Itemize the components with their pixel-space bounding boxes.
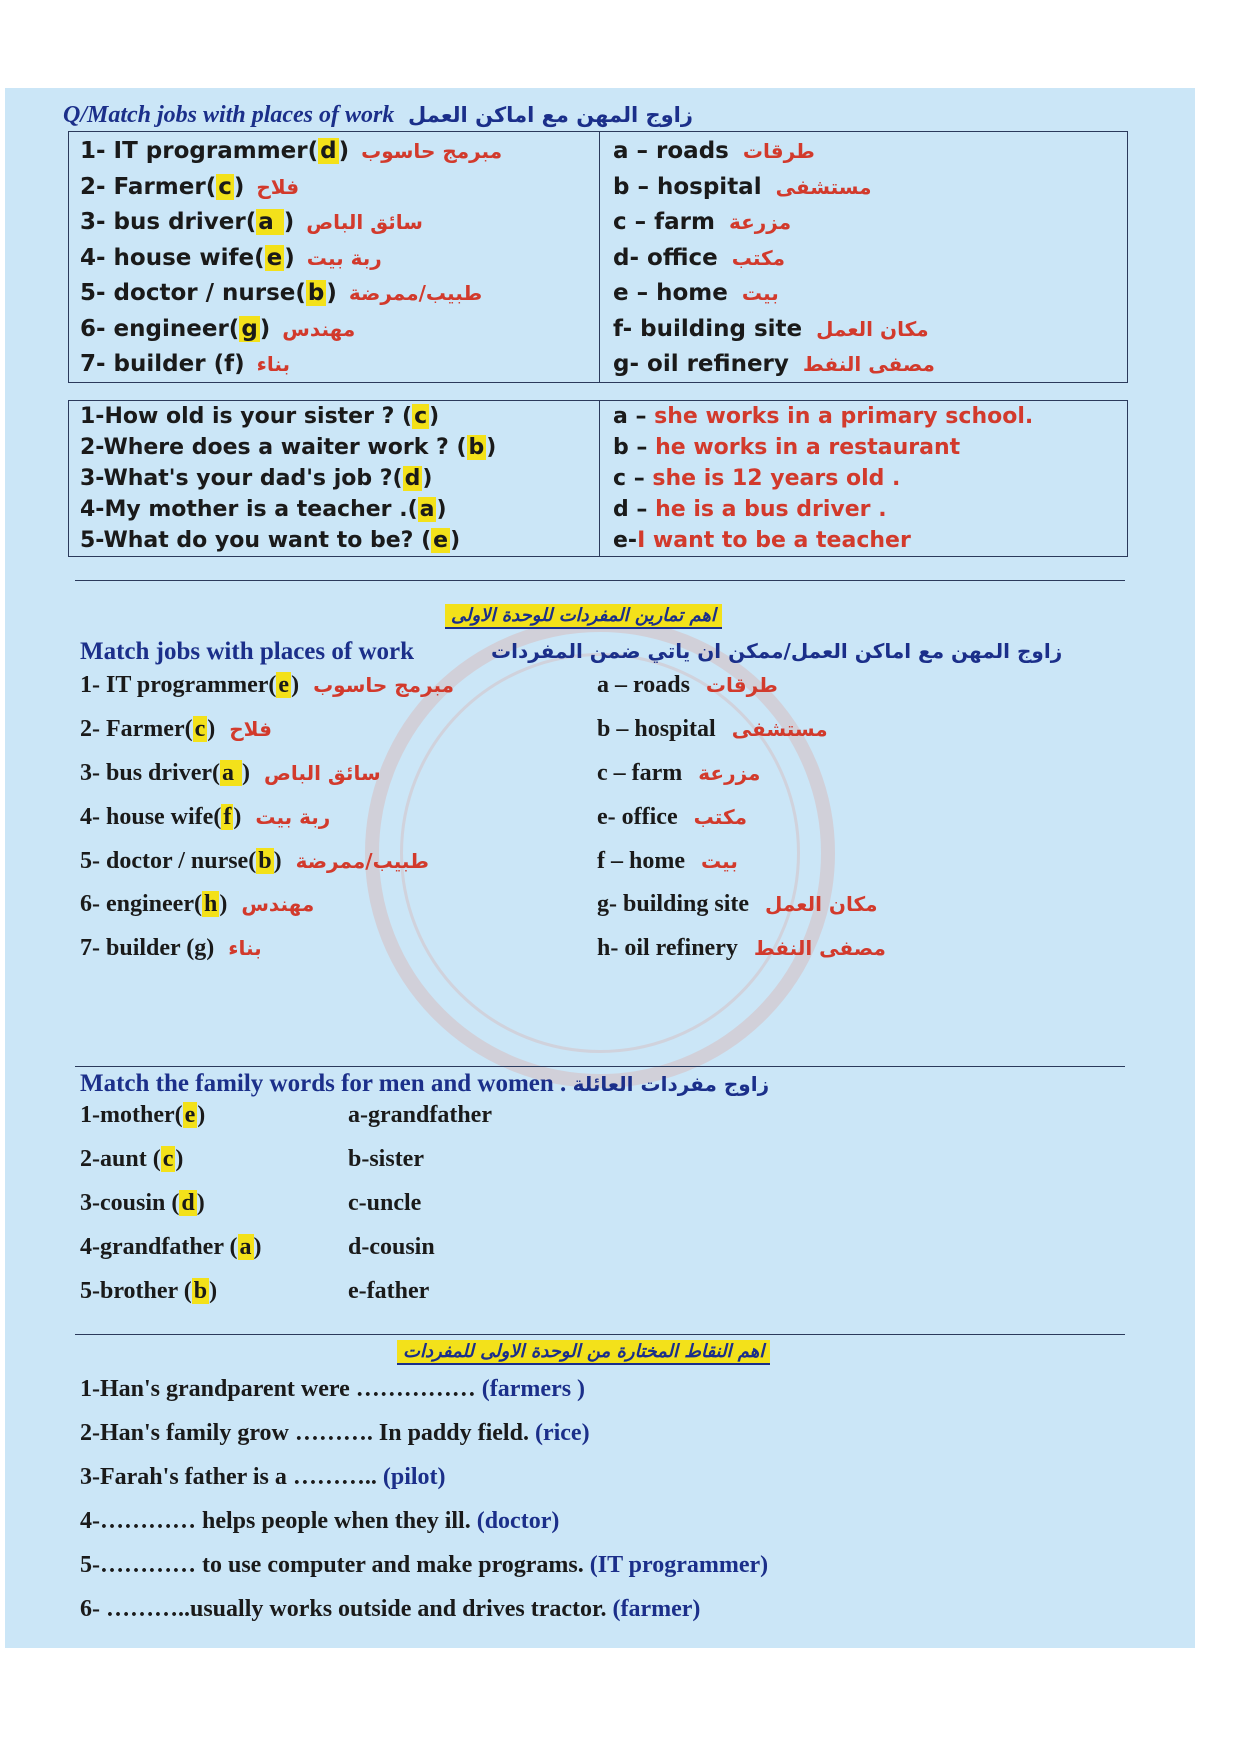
arabic-translation: مكان العمل [816,316,929,341]
job-label: 4- house wife [80,804,214,830]
answer-highlight: b [193,1278,208,1304]
arabic-translation: مصفى النفط [802,352,935,376]
arabic-translation: مكان العمل [765,892,878,916]
section1-left-item: 2- Farmer(c) فلاح [80,173,300,200]
section3-left-item: 3- bus driver(a ) سائق الباص [80,760,381,786]
answer-highlight: b [307,280,325,306]
answer-highlight: e [184,1102,196,1128]
worksheet [5,88,1195,1648]
place-label: b – hospital [613,173,762,200]
job-label: 7- builder [80,351,214,377]
section4-right-item [348,1190,421,1217]
section3-title-en: Match jobs with places of work [80,638,415,665]
family-option: a-grandfather [348,1102,492,1128]
question-text: 1-How old is your sister ? [80,404,403,429]
section3-right-item [597,804,747,831]
section3-left-item: 4- house wife(f) ربة بيت [80,804,331,830]
answer-letter: d – [613,497,656,522]
question-text: 3-What's your dad's job ? [80,466,393,491]
answer-text: she is 12 years old . [652,466,901,491]
job-label: 6- engineer [80,315,229,342]
job-label: 3- bus driver [80,209,246,235]
arabic-translation: مهندس [241,892,315,916]
job-label: 4- house wife [80,244,255,271]
section2-question: 4-My mother is a teacher .(a) [80,497,447,522]
section5-banner: اهم النقاط المختارة من الوحدة الاولى للمفردات [397,1340,770,1365]
arabic-translation: مستشفى [775,174,872,199]
section4-left-item: 3-cousin (d) [80,1190,205,1216]
section4-left-item: 2-aunt (c) [80,1146,184,1172]
section4-left-item: 4-grandfather (a) [80,1234,262,1260]
answer-highlight: c [162,1146,174,1172]
arabic-translation: طبيب/ممرضة [295,849,429,873]
family-option: d-cousin [348,1234,435,1260]
blank-sentence: 5-………… to use computer and make programs. [80,1552,590,1578]
answer: (pilot) [382,1464,446,1490]
section3-left-item: 1- IT programmer(e) مبرمج حاسوب [80,672,455,698]
section4-left-item: 1-mother(e) [80,1102,206,1128]
job-label: 5- doctor / nurse [80,280,296,306]
question-text: 2-Where does a waiter work ? [80,435,457,460]
section2-question: 3-What's your dad's job ?(d) [80,466,433,491]
section3-right-item [597,891,878,918]
job-label: 7- builder [80,935,187,961]
answer-letter: e- [613,528,638,553]
section4-right-item [348,1102,492,1129]
question-text: 4-My mother is a teacher . [80,497,408,522]
arabic-translation: مصفى النفط [753,936,886,960]
arabic-translation: مهندس [282,316,356,341]
family-option: b-sister [348,1146,424,1172]
section3-left-item: 5- doctor / nurse(b) طبيب/ممرضة [80,848,429,874]
family-word: 3-cousin [80,1190,172,1216]
answer-letter: b – [613,435,656,460]
blank-sentence: 2-Han's family grow ………. In paddy field. [80,1420,535,1446]
blank-sentence: 4-………… helps people when they ill. [80,1508,477,1534]
section5-item [80,1376,585,1403]
section1-right-item [613,280,779,306]
answer-highlight: d [320,138,337,164]
job-label: 5- doctor / nurse [80,848,249,874]
arabic-translation: مبرمج حاسوب [361,139,503,163]
arabic-translation: طرقات [705,673,778,697]
family-word: 1-mother [80,1102,175,1128]
answer-highlight: e [433,528,449,553]
place-label: c – farm [597,760,683,786]
place-label: a – roads [613,138,729,164]
section4-left-item: 5-brother (b) [80,1278,218,1304]
place-label: a – roads [597,672,690,698]
answer-highlight: c [414,404,428,429]
section4-right-item [348,1234,435,1261]
arabic-translation: مزرعة [698,761,761,785]
answer: (farmers ) [481,1376,586,1402]
answer-highlight: d [404,466,421,491]
arabic-translation: ربة بيت [255,805,331,829]
answer-highlight: d [181,1190,195,1216]
blank-sentence: 3-Farah's father is a ……….. [80,1464,383,1490]
section1-right-item [613,209,791,235]
section2-question: 2-Where does a waiter work ? (b) [80,435,497,460]
family-word: 2-aunt [80,1146,153,1172]
answer: (farmer) [612,1596,701,1622]
arabic-translation: بناء [228,936,262,960]
section1-right-item [613,245,785,271]
divider-2 [75,1066,1125,1067]
section5-item [80,1552,768,1579]
section5-item [80,1508,559,1535]
arabic-translation: مبرمج حاسوب [313,673,455,697]
section1-left-item: 3- bus driver(a ) سائق الباص [80,209,423,235]
divider-1 [75,580,1125,581]
answer: (IT programmer) [589,1552,769,1578]
answer-highlight: e [278,672,290,698]
job-label: 3- bus driver [80,760,212,786]
family-option: c-uncle [348,1190,422,1216]
arabic-translation: سائق الباص [306,210,423,234]
section1-right-item [613,138,815,164]
place-label: f – home [597,848,685,874]
arabic-translation: ربة بيت [306,245,382,270]
section1-left-item: 6- engineer(g) مهندس [80,315,356,342]
answer-text: I want to be a teacher [637,528,911,553]
section5-item [80,1420,590,1447]
section1-left-item: 5- doctor / nurse(b) طبيب/ممرضة [80,280,483,306]
arabic-translation: طرقات [742,139,815,163]
arabic-translation: بيت [700,849,738,873]
job-label: 6- engineer [80,891,194,917]
place-label: b – hospital [597,716,716,742]
place-label: h- oil refinery [597,935,738,961]
blank-sentence: 6- ………..usually works outside and drives tractor. [80,1596,613,1622]
answer: (f) [213,351,245,377]
section3-right-item [597,848,738,875]
answer-highlight: g [241,315,258,342]
section4-right-item [348,1278,429,1305]
answer-text: he is a bus driver . [655,497,887,522]
answer-highlight: f [223,804,232,830]
answer: (g) [186,935,215,961]
section3-right-item [597,935,886,962]
section1-divider [599,131,600,383]
arabic-translation: مزرعة [728,210,792,234]
section3-right-item [597,716,828,743]
section3-right-item [597,760,760,787]
job-label: 1- IT programmer [80,138,308,164]
answer-highlight: h [203,891,218,917]
blank-sentence: 1-Han's grandparent were …………… [80,1376,482,1402]
section3-left-item: 6- engineer(h) مهندس [80,891,315,917]
section1-left-item: 1- IT programmer(d) مبرمج حاسوب [80,138,503,164]
answer-text: she works in a primary school. [654,404,1034,429]
answer-highlight: a [419,497,435,522]
section2-answer [613,435,960,460]
place-label: g- building site [597,891,750,917]
section2-answer [613,528,911,553]
section2-question: 1-How old is your sister ? (c) [80,404,440,429]
answer-highlight: a [222,760,240,786]
answer-highlight: e [266,244,283,271]
answer-highlight: a [239,1234,252,1260]
section2-question: 5-What do you want to be? (e) [80,528,461,553]
section1-title: Q/Match jobs with places of work زاوج المهن مع اماكن العمل [63,102,693,128]
section2-answer [613,497,887,522]
section1-left-item [80,351,290,377]
arabic-translation: طبيب/ممرضة [348,281,483,305]
question-text: 5-What do you want to be? [80,528,422,553]
job-label: 2- Farmer [80,716,185,742]
place-label: c – farm [613,209,715,235]
answer-letter: c – [613,466,653,491]
answer-letter: a – [613,404,655,429]
arabic-translation: بناء [256,352,291,376]
arabic-translation: فلاح [229,717,272,741]
arabic-translation: سائق الباص [264,761,381,785]
section3-left-item [80,935,262,962]
section1-right-item [613,174,871,200]
answer-highlight: b [468,435,485,460]
answer-text: he works in a restaurant [655,435,961,460]
arabic-translation: مكتب [693,805,747,829]
arabic-translation: فلاح [256,174,300,199]
place-label: d- office [613,244,718,271]
section2-divider [599,400,600,557]
arabic-translation: مستشفى [731,717,828,741]
answer: (rice) [534,1420,590,1446]
answer-highlight: c [218,173,232,200]
job-label: 1- IT programmer [80,672,269,698]
family-word: 4-grandfather [80,1234,230,1260]
section2-answer [613,466,900,491]
section5-item [80,1464,446,1491]
section1-right-item [613,316,929,342]
answer-highlight: c [194,716,206,742]
section3-title-ar: زاوج المهن مع اماكن العمل/ممكن ان ياتي ضمن المفردات [491,639,1063,663]
divider-3 [75,1334,1125,1335]
section3-left-item: 2- Farmer(c) فلاح [80,716,272,742]
place-label: g- oil refinery [613,351,789,377]
family-word: 5-brother [80,1278,184,1304]
job-label: 2- Farmer [80,173,206,200]
answer-highlight: b [258,848,272,874]
section5-item [80,1596,700,1623]
answer-highlight: a [258,209,282,235]
place-label: f- building site [613,315,803,342]
section2-answer [613,404,1033,429]
place-label: e – home [613,280,728,306]
section3-banner: اهم تمارين المفردات للوحدة الاولى [445,604,722,629]
arabic-translation: مكتب [731,245,786,270]
section4-title: Match the family words for men and women . زاوج مفردات العائلة [80,1070,770,1097]
section1-right-item [613,351,935,377]
section4-right-item [348,1146,424,1173]
arabic-translation: بيت [741,281,779,305]
place-label: e- office [597,804,678,830]
section3-right-item [597,672,778,699]
section1-left-item: 4- house wife(e) ربة بيت [80,244,382,271]
family-option: e-father [348,1278,430,1304]
answer: (doctor) [476,1508,560,1534]
